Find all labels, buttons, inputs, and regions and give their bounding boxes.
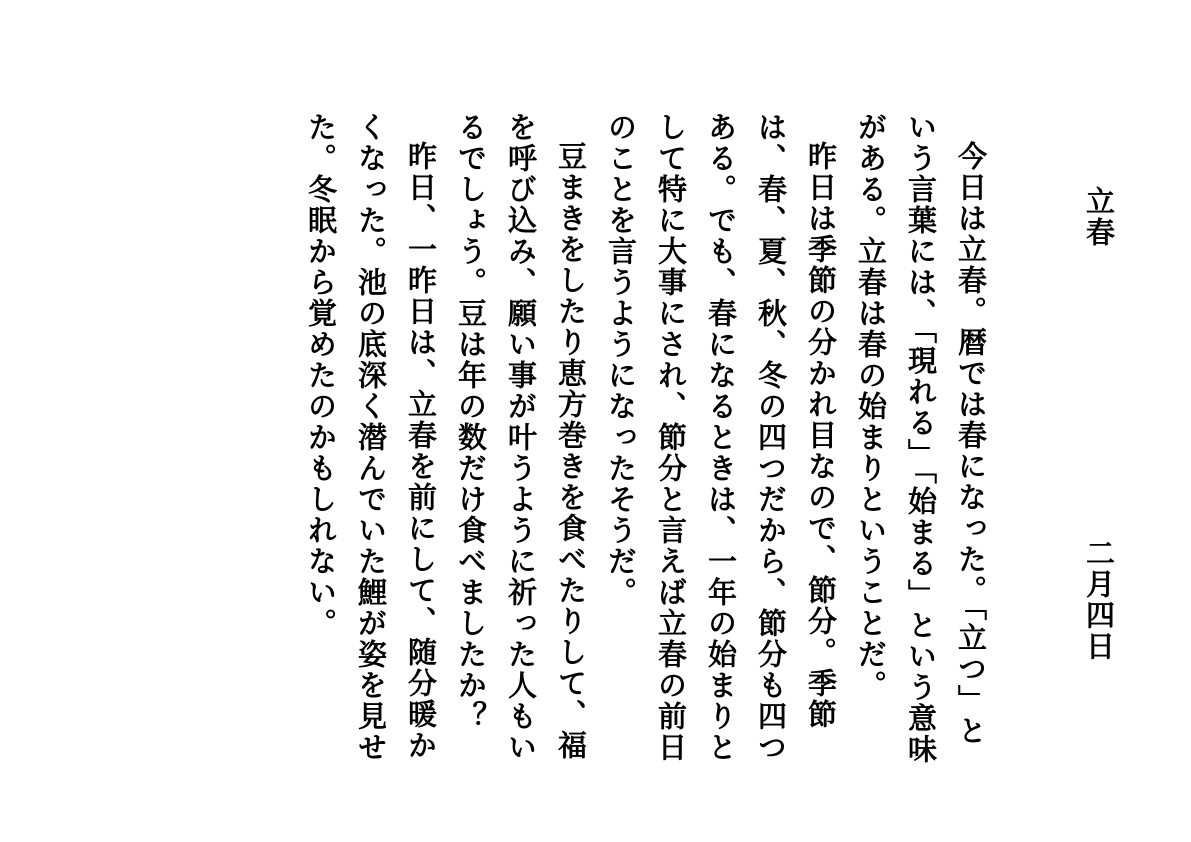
paragraph: 豆まきをしたり恵方巻きを食べたりして、福を呼び込み、願い事が叶うように祈った人もいるでしょう。豆は年の数だけ食べましたか？ (454, 112, 588, 763)
document-body (296, 112, 996, 772)
paragraph: 昨日、一昨日は、立春を前にして、随分暖かくなった。池の底深く潜んでいた鯉が姿を見せた。冬眠から覚めたのかもしれない。 (304, 112, 438, 763)
document-date: 二月四日 (1082, 538, 1116, 662)
document-title: 立春 (1082, 186, 1116, 248)
paragraph: 今日は立春。暦では春になった。「立つ」という言葉には、「現れる」「始まる」という意味がある。立春は春の始まりということだ。 (854, 112, 988, 765)
paragraph: 昨日は季節の分かれ目なので、節分。季節は、春、夏、秋、冬の四つだから、節分も四つある。でも、春になるときは、一年の始まりとして特に大事にされ、節分と言えば立春の前日のことを言うようになったそうだ。 (604, 112, 838, 763)
